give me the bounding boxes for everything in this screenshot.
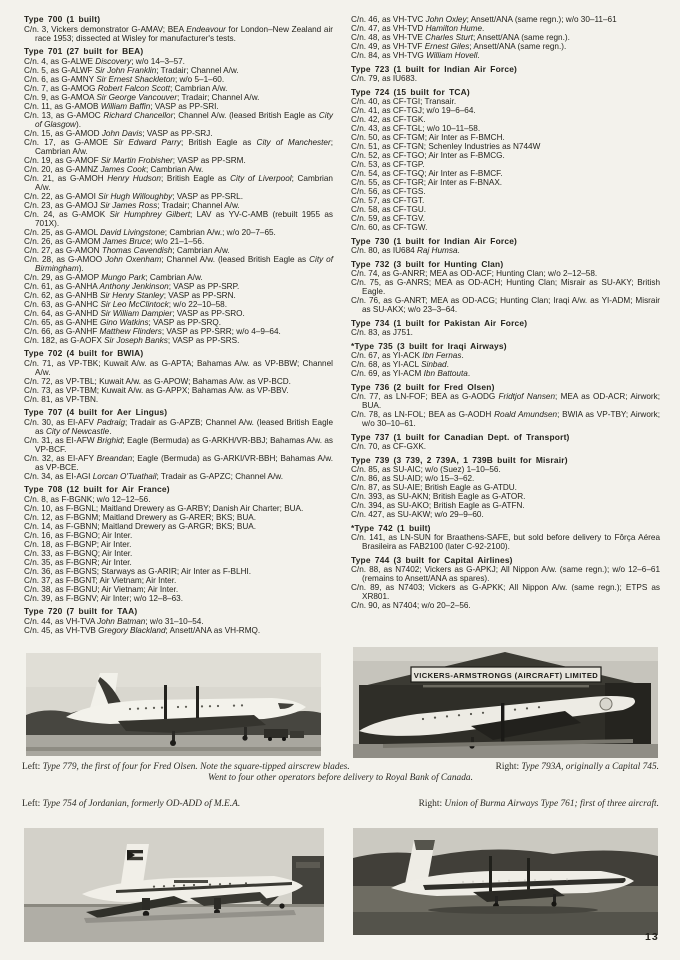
column-right	[351, 15, 660, 635]
aircraft-photo-illustration	[24, 828, 324, 942]
aircraft-entry: C/n. 182, as G-AOFX Sir Joseph Banks; VASP as PP-SRS.	[24, 335, 240, 345]
type-section	[351, 433, 660, 452]
aircraft-entry: C/n. 7, as G-AMOG Robert Falcon Scott; Cambrian A/w.	[24, 83, 228, 93]
caption-left-label: Left:	[22, 762, 41, 772]
photo-type-779	[26, 653, 321, 756]
aircraft-entry: C/n. 5, as G-ALWF Sir John Franklin; Tradair; Channel A/w.	[24, 65, 239, 75]
jordan-flag	[127, 850, 143, 860]
aircraft-entry: C/n. 63, as G-ANHC Sir Leo McClintock; w/o 22–10–58.	[24, 299, 227, 309]
type-section	[351, 65, 660, 84]
photo-type-761-uba	[353, 828, 658, 935]
aircraft-entry: C/n. 85, as SU-AIC; w/o (Suez) 1–10–56.	[351, 465, 501, 474]
aircraft-entry: C/n. 79, as IU683.	[351, 74, 417, 83]
aircraft-entry: C/n. 8, as F-BGNK; w/o 12–12–56.	[24, 494, 151, 504]
caption-right-label: Right:	[418, 799, 443, 809]
aircraft-entry: C/n. 52, as CF-TGO; Air Inter as F-BMCG.	[351, 151, 505, 160]
aircraft-entry: C/n. 81, as VP-TBN.	[24, 394, 99, 404]
aircraft-entry: C/n. 46, as VH-TVC John Oxley; Ansett/ANA (same regn.); w/o 30–11–61	[351, 15, 617, 24]
aircraft-entry: C/n. 10, as F-BGNL; Maitland Drewery as G-ARBY; Danish Air Charter; BUA.	[24, 503, 304, 513]
aircraft-entry: C/n. 34, as EI-AGI Lorcan O'Tuathail; Tradair as G-APZC; Channel A/w.	[24, 471, 283, 481]
aircraft-entry: C/n. 64, as G-ANHD Sir William Dampier; VASP as PP-SRO.	[24, 308, 245, 318]
aircraft-entry: C/n. 84, as VH-TVG William Hovell.	[351, 51, 480, 60]
type-section	[351, 15, 660, 60]
aircraft-entry: C/n. 88, as N7402; Vickers as G-APKJ; All Nippon A/w. (same regn.); w/o 12–6–61 (remains to Ansett/ANA as spares).	[351, 565, 660, 583]
section-heading: Type 707 (4 built for Aer Lingus)	[24, 407, 168, 417]
section-heading: Type 724 (15 built for TCA)	[351, 86, 470, 97]
aircraft-entry: C/n. 393, as SU-AKN; British Eagle as G-ATOR.	[351, 492, 526, 501]
type-section	[351, 342, 660, 379]
aircraft-entry: C/n. 66, as G-ANHF Matthew Flinders; VASP as PP-SRR; w/o 4–9–64.	[24, 326, 281, 336]
type-section	[351, 260, 660, 315]
aircraft-entry: C/n. 80, as IU684 Raj Humsa.	[351, 246, 460, 255]
aircraft-entry: C/n. 42, as CF-TGK.	[351, 115, 426, 124]
column-left	[24, 15, 333, 635]
section-heading: Type 720 (7 built for TAA)	[24, 606, 138, 616]
aircraft-entry: C/n. 23, as G-AMOJ Sir James Ross; Tradair; Channel A/w.	[24, 200, 240, 210]
section-heading: Type 723 (1 built for Indian Air Force)	[351, 63, 518, 74]
type-section	[24, 607, 333, 635]
aircraft-entry: C/n. 33, as F-BGNQ; Air Inter.	[24, 548, 133, 558]
aircraft-entry: C/n. 35, as F-BGNR; Air Inter.	[24, 557, 132, 567]
aircraft-entry: C/n. 4, as G-ALWE Discovery; w/o 14–3–57.	[24, 56, 185, 66]
aircraft-entry: C/n. 427, as SU-AKW; w/o 29–9–60.	[351, 510, 484, 519]
aircraft-entry: C/n. 21, as G-AMOH Henry Hudson; British Eagle as City of Liverpool; Cambrian A/w.	[24, 173, 333, 192]
aircraft-entry: C/n. 32, as EI-AFY Breandan; Eagle (Bermuda) as G-ARKI/VR-BBH; Bahamas A/w. as VP-BCE.	[24, 453, 333, 472]
caption-row2-right: Right: Union of Burma Airways Type 761; first of three aircraft.	[418, 799, 659, 809]
aircraft-entry: C/n. 12, as F-BGNM; Maitland Drewery as G-ARER; BKS; BUA.	[24, 512, 257, 522]
aircraft-entry: C/n. 65, as G-ANHE Gino Watkins; VASP as PP-SRQ.	[24, 317, 222, 327]
section-heading: Type 737 (1 built for Canadian Dept. of Transport)	[351, 431, 570, 442]
section-heading: Type 708 (12 built for Air France)	[24, 484, 170, 494]
type-section	[351, 456, 660, 520]
section-heading: *Type 735 (3 built for Iraqi Airways)	[351, 340, 507, 351]
type-section	[351, 383, 660, 429]
aircraft-entry: C/n. 73, as VP-TBM; Kuwait A/w. as G-APPX; Bahamas A/w. as VP-BBV.	[24, 385, 289, 395]
aircraft-entry: C/n. 61, as G-ANHA Anthony Jenkinson; VASP as PP-SRP.	[24, 281, 240, 291]
aircraft-entry: C/n. 58, as CF-TGU.	[351, 205, 427, 214]
aircraft-entry: C/n. 47, as VH-TVD Hamilton Hume.	[351, 24, 485, 33]
aircraft-entry: C/n. 36, as F-BGNS; Starways as G-ARIR; Air Inter as F-BLHI.	[24, 566, 252, 576]
aircraft-entry: C/n. 141, as LN-SUN for Braathens-SAFE, but sold before delivery to Fôrça Aérea Brasileira as FAB2100 (later C-92-2100).	[351, 533, 660, 551]
aircraft-entry: C/n. 69, as YI-ACM Ibn Battouta.	[351, 369, 471, 378]
aircraft-entry: C/n. 40, as CF-TGI; Transair.	[351, 97, 457, 106]
aircraft-entry: C/n. 54, as CF-TGQ; Air Inter as F-BMCF.	[351, 169, 503, 178]
aircraft-entry: C/n. 394, as SU-AKO; British Eagle as G-ATFN.	[351, 501, 525, 510]
caption-row1-left: Left: Type 779, the first of four for Fred Olsen. Note the square-tipped airscrew blades.	[22, 762, 350, 772]
aircraft-entry: C/n. 53, as CF-TGP.	[351, 160, 425, 169]
photo-type-754-jordanian	[24, 828, 324, 942]
type-section	[24, 15, 333, 43]
aircraft-entry: C/n. 26, as G-AMOM James Bruce; w/o 21–1–56.	[24, 236, 205, 246]
section-heading: *Type 742 (1 built)	[351, 522, 431, 533]
aircraft-entry: C/n. 18, as F-BGNP; Air Inter.	[24, 539, 132, 549]
section-heading: Type 734 (1 built for Pakistan Air Force)	[351, 317, 528, 328]
aircraft-entry: C/n. 89, as N7403; Vickers as G-APKK; All Nippon A/w. (same regn.); ETPS as XR801.	[351, 583, 660, 601]
aircraft-entry: C/n. 28, as G-AMOO John Oxenham; Channel A/w. (leased British Eagle as City of Birmingham).	[24, 254, 333, 273]
aircraft-entry: C/n. 17, as G-AMOE Sir Edward Parry; British Eagle as City of Manchester; Cambrian A/w.	[24, 137, 333, 156]
type-section	[24, 349, 333, 404]
aircraft-entry: C/n. 76, as G-ANRT; MEA as OD-ACG; Hunting Clan; Iraqi A/w. as YI-ADM; Misrair as SU-AKX; w/o 23–3–64.	[351, 296, 660, 314]
aircraft-entry: C/n. 90, as N7404; w/o 20–2–56.	[351, 601, 471, 610]
aircraft-entry: C/n. 11, as G-AMOB William Baffin; VASP as PP-SRI.	[24, 101, 219, 111]
aircraft-entry: C/n. 83, as J751.	[351, 328, 413, 337]
aircraft-entry: C/n. 49, as VH-TVF Ernest Giles; Ansett/ANA (same regn.).	[351, 42, 567, 51]
section-heading: Type 700 (1 built)	[24, 14, 101, 24]
section-heading: Type 730 (1 built for Indian Air Force)	[351, 235, 518, 246]
aircraft-entry: C/n. 37, as F-BGNT; Air Vietnam; Air Inter.	[24, 575, 177, 585]
aircraft-entry: C/n. 77, as LN-FOF; BEA as G-AODG Fridtjof Nansen; MEA as OD-ACR; Airwork; BUA.	[351, 392, 661, 410]
caption-row1-right: Right: Type 793A, originally a Capital 745.	[495, 762, 659, 772]
type-section	[24, 47, 333, 345]
page-number: 13	[645, 931, 659, 943]
section-heading: Type 702 (4 built for BWIA)	[24, 348, 144, 358]
aircraft-entry: C/n. 41, as CF-TGJ; w/o 19–6–64.	[351, 106, 476, 115]
section-heading: Type 732 (3 built for Hunting Clan)	[351, 258, 504, 269]
aircraft-entry: C/n. 60, as CF-TGW.	[351, 223, 428, 232]
caption-row1-line1	[22, 762, 659, 773]
caption-row1-line2: Went to four other operators before delivery to Royal Bank of Canada.	[208, 773, 473, 783]
aircraft-entry: C/n. 75, as G-ANRS; MEA as OD-ACH; Hunting Clan; Misrair as SU-AKY; British Eagle.	[351, 278, 660, 296]
type-section	[351, 237, 660, 256]
aircraft-entry: C/n. 50, as CF-TGM; Air Inter as F-BMCH.	[351, 133, 505, 142]
section-heading: Type 701 (27 built for BEA)	[24, 46, 144, 56]
aircraft-hangar-illustration	[353, 647, 658, 758]
aircraft-entry: C/n. 30, as EI-AFV Padraig; Tradair as G-APZB; Channel A/w. (leased British Eagle as City of Newcastle.	[24, 417, 334, 436]
section-heading: Type 744 (3 built for Capital Airlines)	[351, 554, 513, 565]
aircraft-entry: C/n. 39, as F-BGNV; Air Inter; w/o 12–8–63.	[24, 593, 183, 603]
aircraft-entry: C/n. 56, as CF-TGS.	[351, 187, 426, 196]
aircraft-entry: C/n. 38, as F-BGNU; Air Vietnam; Air Inter.	[24, 584, 179, 594]
aircraft-entry: C/n. 14, as F-GBNN; Maitland Drewery as G-ARGR; BKS; BUA.	[24, 521, 257, 531]
type-section	[24, 485, 333, 603]
aircraft-entry: C/n. 15, as G-AMOD John Davis; VASP as PP-SRJ.	[24, 128, 213, 138]
aircraft-entry: C/n. 43, as CF-TGL; w/o 10–11–58.	[351, 124, 481, 133]
type-section	[24, 408, 333, 481]
aircraft-entry: C/n. 67, as YI-ACK Ibn Fernas.	[351, 351, 464, 360]
aircraft-entry: C/n. 48, as VH-TVE Charles Sturt; Ansett/ANA (same regn.).	[351, 33, 570, 42]
aircraft-entry: C/n. 29, as G-AMOP Mungo Park; Cambrian A/w.	[24, 272, 203, 282]
hangar-sign: VICKERS-ARMSTRONGS (AIRCRAFT) LIMITED	[413, 671, 599, 680]
caption-right-label: Right:	[495, 762, 520, 772]
aircraft-entry: C/n. 22, as G-AMOI Sir Hugh Willoughby; VASP as PP-SRL.	[24, 191, 243, 201]
aircraft-photo-illustration	[353, 828, 658, 935]
aircraft-entry: C/n. 24, as G-AMOK Sir Humphrey Gilbert; LAV as YV-C-AMB (rebuilt 1955 as 701X).	[24, 209, 333, 228]
aircraft-entry: C/n. 13, as G-AMOC Richard Chancellor; Channel A/w. (leased British Eagle as City of Glasgow).	[24, 110, 333, 129]
photo-type-793a-hangar	[353, 647, 658, 758]
aircraft-entry: C/n. 59, as CF-TGV.	[351, 214, 425, 223]
aircraft-entry: C/n. 25, as G-AMOL David Livingstone; Cambrian A/w.; w/o 20–7–65.	[24, 227, 276, 237]
aircraft-entry: C/n. 44, as VH-TVA John Batman; w/o 31–10–54.	[24, 616, 204, 626]
section-heading: Type 739 (3 739, 2 739A, 1 739B built for Misrair)	[351, 454, 568, 465]
caption-row2-left: Left: Type 754 of Jordanian, formerly OD-ADD of M.E.A.	[22, 799, 241, 809]
aircraft-entry: C/n. 74, as G-ANRR; MEA as OD-ACF; Hunting Clan; w/o 2–12–58.	[351, 269, 598, 278]
type-section	[351, 319, 660, 338]
aircraft-entry: C/n. 31, as EI-AFW Brighid; Eagle (Bermuda) as G-ARKH/VR-BBJ; Bahamas A/w. as VP-BCF.	[24, 435, 333, 454]
caption-row2	[22, 799, 659, 810]
aircraft-entry: C/n. 45, as VH-TVB Gregory Blackland; Ansett/ANA as VH-RMQ.	[24, 625, 261, 635]
section-heading: Type 736 (2 built for Fred Olsen)	[351, 381, 495, 392]
caption-left-label: Left:	[22, 799, 41, 809]
aircraft-entry: C/n. 86, as SU-AID; w/o 15–3–62.	[351, 474, 475, 483]
aircraft-entry: C/n. 57, as CF-TGT.	[351, 196, 425, 205]
type-section	[351, 556, 660, 611]
aircraft-entry: C/n. 19, as G-AMOF Sir Martin Frobisher; VASP as PP-SRM.	[24, 155, 246, 165]
aircraft-entry: C/n. 20, as G-AMNZ James Cook; Cambrian A/w.	[24, 164, 204, 174]
aircraft-entry: C/n. 55, as CF-TGR; Air Inter as F-BNAX.	[351, 178, 503, 187]
aircraft-entry: C/n. 27, as G-AMON Thomas Cavendish; Cambrian A/w.	[24, 245, 230, 255]
aircraft-entry: C/n. 9, as G-AMOA Sir George Vancouver; Tradair; Channel A/w.	[24, 92, 260, 102]
aircraft-photo-illustration	[26, 653, 321, 756]
production-list	[24, 15, 660, 635]
aircraft-entry: C/n. 71, as VP-TBK; Kuwait A/w. as G-APTA; Bahamas A/w. as VP-BBW; Channel A/w.	[24, 358, 333, 377]
aircraft-entry: C/n. 6, as G-AMNY Sir Ernest Shackleton; w/o 5–1–60.	[24, 74, 225, 84]
type-section	[351, 524, 660, 552]
aircraft-entry: C/n. 16, as F-BGNO; Air Inter.	[24, 530, 133, 540]
aircraft-entry: C/n. 72, as VP-TBL; Kuwait A/w. as G-APOW; Bahamas A/w. as VP-BCD.	[24, 376, 291, 386]
aircraft-entry: C/n. 3, Vickers demonstrator G-AMAV; BEA Endeavour for London–New Zealand air race 1953; dissected at Wisley for manufacturer's tests.	[24, 24, 333, 43]
aircraft-entry: C/n. 68, as YI-ACL Sinbad.	[351, 360, 449, 369]
aircraft-entry: C/n. 70, as CF-GXK.	[351, 442, 427, 451]
aircraft-entry: C/n. 62, as G-ANHB Sir Henry Stanley; VASP as PP-SRN.	[24, 290, 236, 300]
aircraft-entry: C/n. 51, as CF-TGN; Schenley Industries as N744W	[351, 142, 541, 151]
type-section	[351, 88, 660, 233]
aircraft-entry: C/n. 78, as LN-FOL; BEA as G-AODH Roald Amundsen; BWIA as VP-TBY; Airwork; w/o 30–10–61.	[351, 410, 660, 428]
aircraft-entry: C/n. 87, as SU-AIE; British Eagle as G-ATDU.	[351, 483, 517, 492]
